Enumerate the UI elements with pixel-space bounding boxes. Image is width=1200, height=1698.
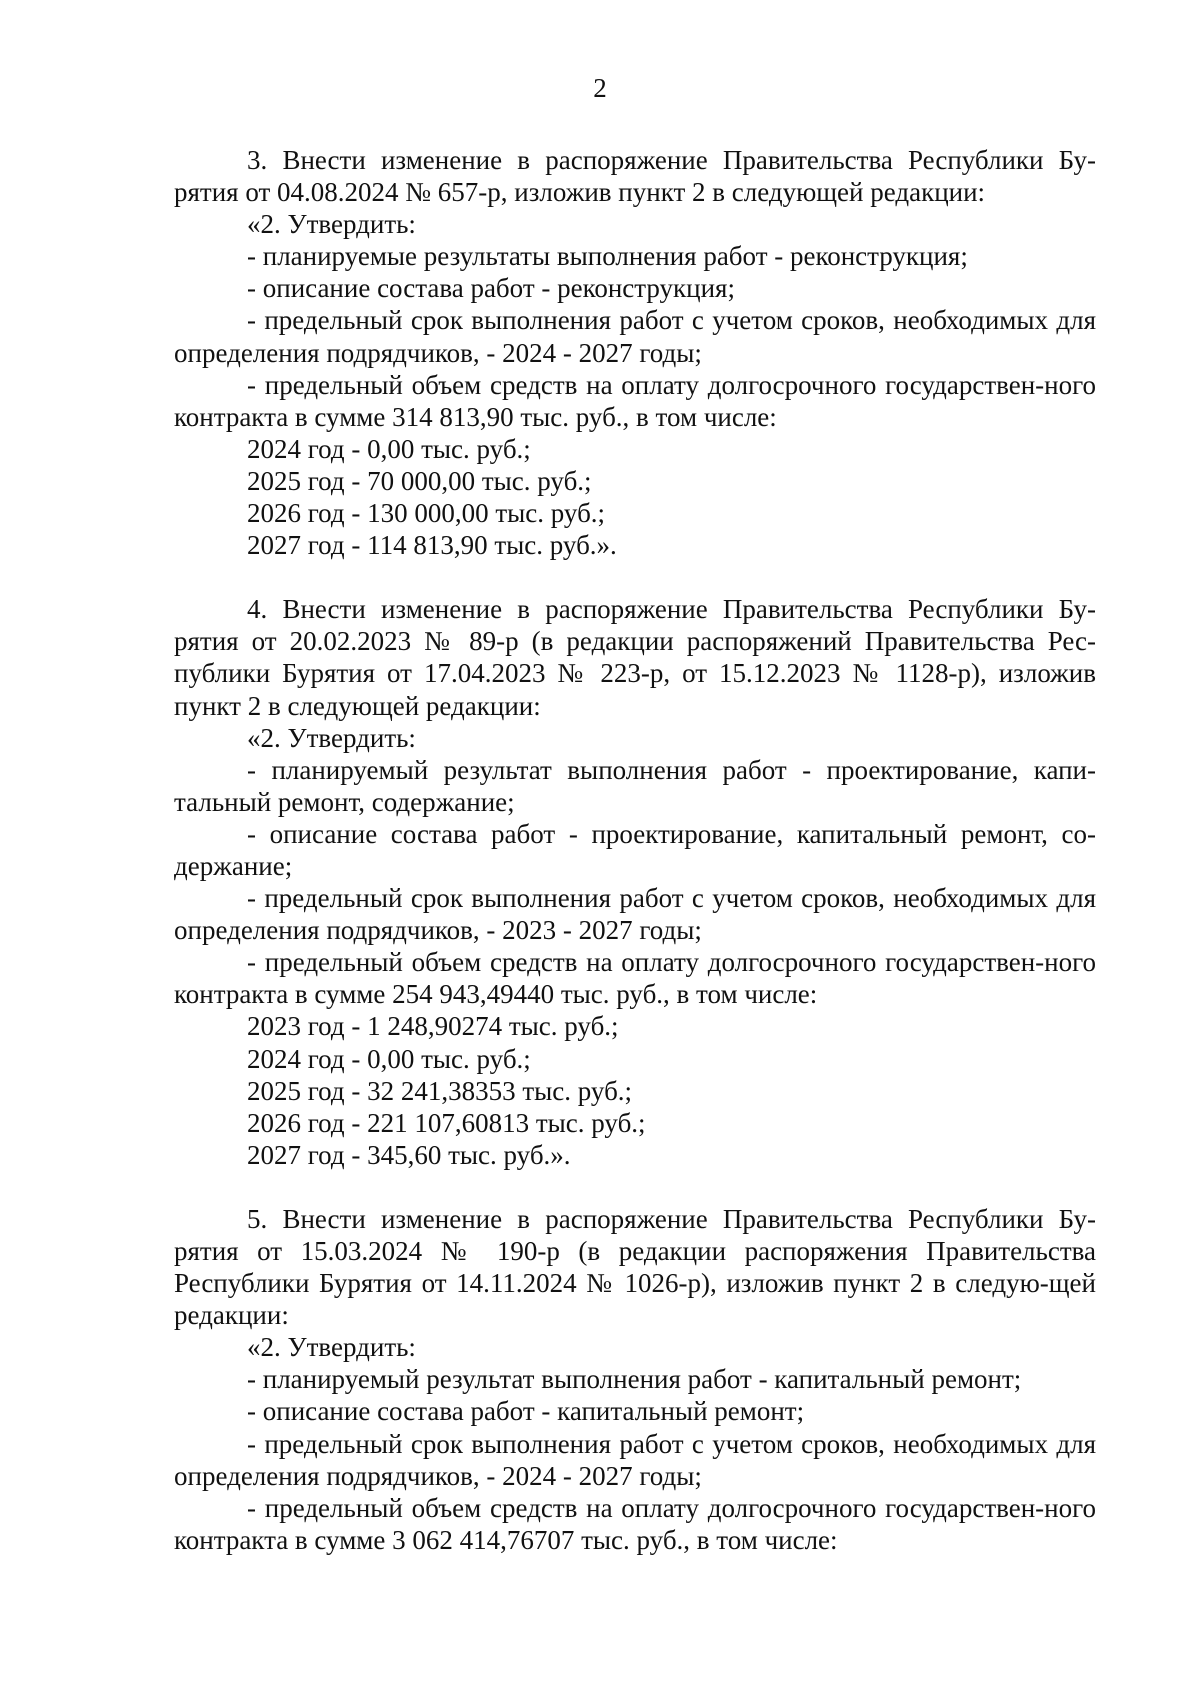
section-4 — [174, 593, 1096, 1171]
results-line: - планируемый результат выполнения работ - проектирование, капи-тальный ремонт, содержание; — [174, 754, 1096, 817]
year-line: 2027 год - 114 813,90 тыс. руб.». — [247, 530, 617, 561]
deadline-line: - предельный срок выполнения работ с учетом сроков, необходимых для определения подрядчиков, - 2024 - 2027 годы; — [174, 1428, 1096, 1491]
year-line: 2026 год - 221 107,60813 тыс. руб.; — [247, 1107, 646, 1138]
results-line: - планируемый результат выполнения работ - капитальный ремонт; — [247, 1364, 1022, 1395]
year-line: 2024 год - 0,00 тыс. руб.; — [247, 433, 531, 464]
year-line: 2025 год - 32 241,38353 тыс. руб.; — [247, 1075, 633, 1106]
volume-line: - предельный объем средств на оплату долгосрочного государствен-ного контракта в сумме 254 943,49440 тыс. руб., в том числе: — [174, 947, 1096, 1010]
section-intro: 5. Внести изменение в распоряжение Правительства Республики Бу-рятия от 15.03.2024 № 190-р (в редакции распоряжения Правительства Республики Бурятия от 14.11.2024 № 1026-р), изложив пункт 2 в следую-щей редакции: — [174, 1203, 1096, 1331]
deadline-line: - предельный срок выполнения работ с учетом сроков, необходимых для определения подрядчиков, - 2024 - 2027 годы; — [174, 305, 1096, 368]
section-intro: 3. Внести изменение в распоряжение Правительства Республики Бу-рятия от 04.08.2024 № 657-р, изложив пункт 2 в следующей редакции: — [174, 145, 1096, 208]
deadline-line: - предельный срок выполнения работ с учетом сроков, необходимых для определения подрядчиков, - 2023 - 2027 годы; — [174, 883, 1096, 946]
year-line: 2024 год - 0,00 тыс. руб.; — [247, 1043, 531, 1074]
description-line: - описание состава работ - реконструкция; — [247, 273, 735, 304]
section-5 — [174, 1203, 1096, 1556]
document-body — [174, 144, 1096, 1588]
description-line: - описание состава работ - проектирование, капитальный ремонт, со-держание; — [174, 818, 1096, 881]
year-line: 2025 год - 70 000,00 тыс. руб.; — [247, 465, 592, 496]
section-3 — [174, 144, 1096, 561]
approve-line: «2. Утвердить: — [247, 209, 416, 240]
year-line: 2023 год - 1 248,90274 тыс. руб.; — [247, 1011, 619, 1042]
section-intro: 4. Внести изменение в распоряжение Правительства Республики Бу-рятия от 20.02.2023 № 89-р (в редакции распоряжений Правительства Рес-публики Бурятия от 17.04.2023 № 223-р, от 15.12.2023 № 1128-р), изложив пункт 2 в следующей редакции: — [174, 594, 1096, 721]
volume-line: - предельный объем средств на оплату долгосрочного государствен-ного контракта в сумме 314 813,90 тыс. руб., в том числе: — [174, 369, 1096, 432]
approve-line: «2. Утвердить: — [247, 1332, 416, 1363]
year-line: 2026 год - 130 000,00 тыс. руб.; — [247, 498, 606, 529]
volume-line: - предельный объем средств на оплату долгосрочного государствен-ного контракта в сумме 3 062 414,76707 тыс. руб., в том числе: — [174, 1492, 1096, 1555]
page-number: 2 — [593, 73, 607, 103]
description-line: - описание состава работ - капитальный ремонт; — [247, 1396, 805, 1427]
results-line: - планируемые результаты выполнения работ - реконструкция; — [247, 241, 968, 272]
year-line: 2027 год - 345,60 тыс. руб.». — [247, 1139, 571, 1170]
approve-line: «2. Утвердить: — [247, 722, 416, 753]
